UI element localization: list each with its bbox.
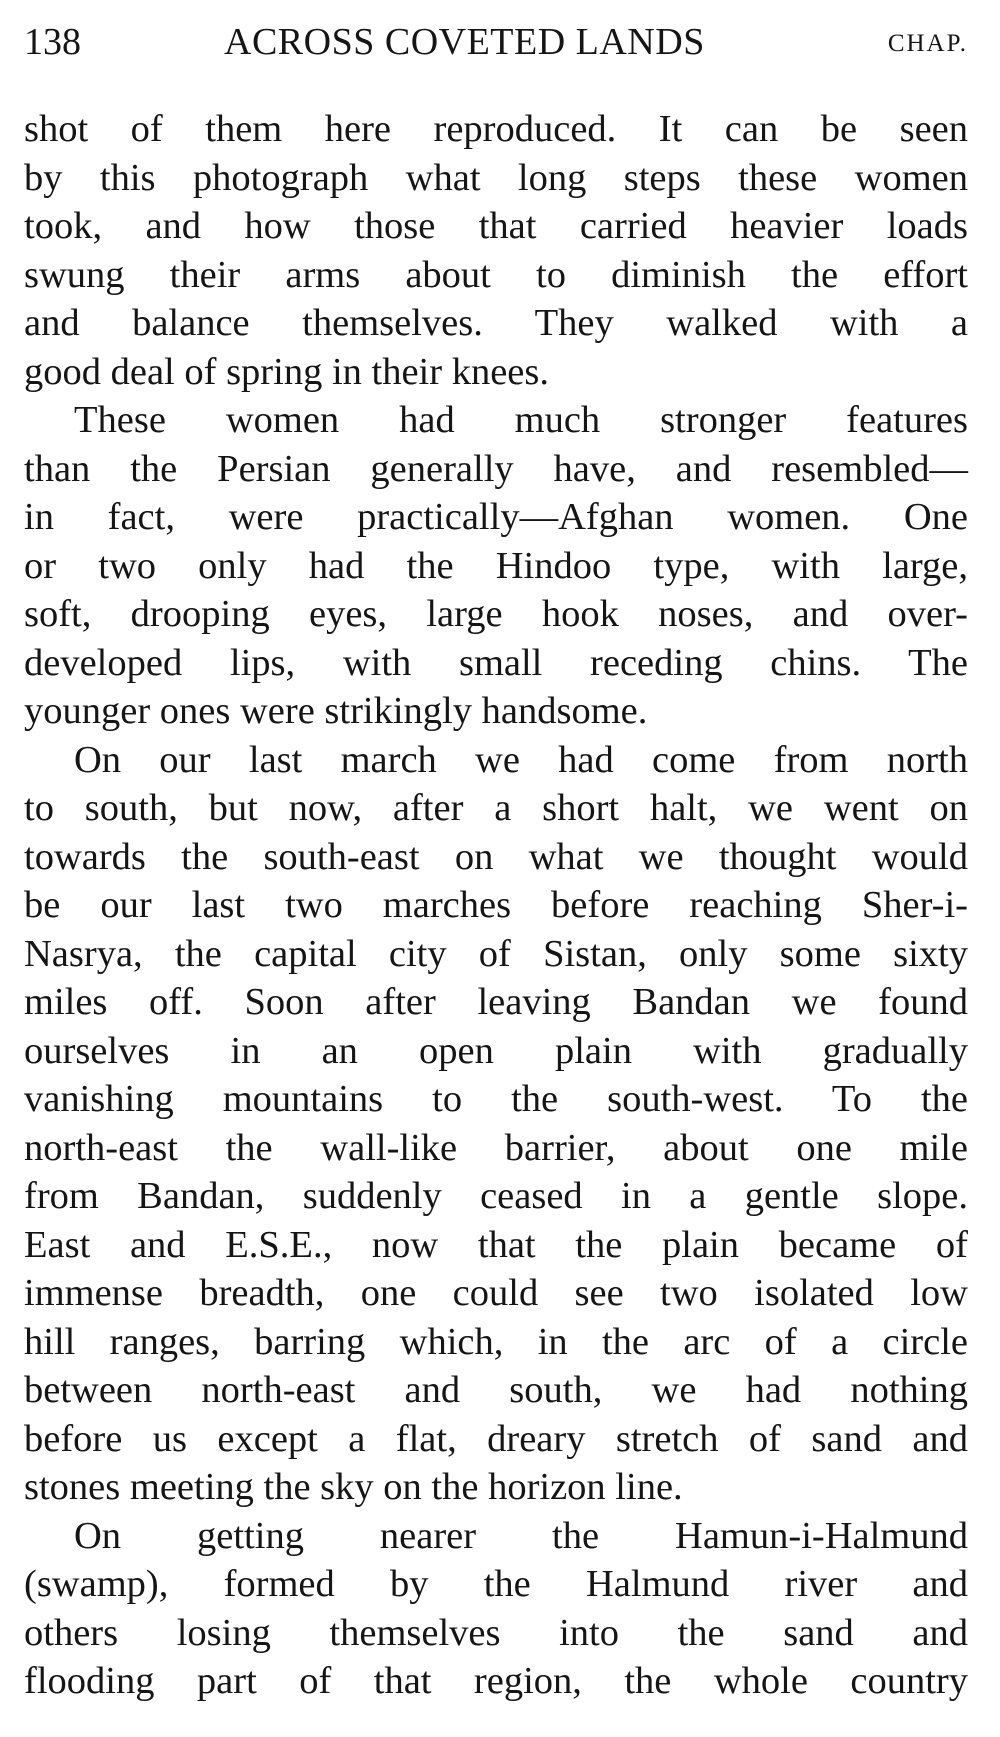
text-line: or two only had the Hindoo type, with large, bbox=[24, 544, 968, 587]
book-page bbox=[24, 0, 968, 1737]
text-line: Nasrya, the capital city of Sistan, only some sixty bbox=[24, 932, 968, 975]
text-line: shot of them here reproduced. It can be seen bbox=[24, 108, 968, 150]
text-line: from Bandan, suddenly ceased in a gentle slope. bbox=[24, 1175, 968, 1217]
text-line: On our last march we had come from north bbox=[74, 738, 968, 781]
text-line: (swamp), formed by the Halmund river and bbox=[24, 1563, 968, 1605]
text-line: before us except a flat, dreary stretch of sand and bbox=[24, 1417, 968, 1460]
text-line: by this photograph what long steps these women bbox=[24, 156, 968, 199]
text-line: On getting nearer the Hamun-i-Halmund bbox=[74, 1514, 968, 1557]
text-line: in fact, were practically—Afghan women. One bbox=[24, 496, 968, 538]
text-line: ourselves in an open plain with gradually bbox=[24, 1029, 968, 1072]
chapter-label: CHAP. bbox=[887, 30, 968, 57]
page-number: 138 bbox=[24, 21, 81, 63]
text-line: took, and how those that carried heavier loads bbox=[24, 205, 968, 247]
running-header bbox=[24, 18, 968, 66]
text-line: immense breadth, one could see two isolated low bbox=[24, 1272, 968, 1314]
text-line: vanishing mountains to the south-west. To the bbox=[24, 1078, 968, 1120]
text-line: hill ranges, barring which, in the arc of a circle bbox=[24, 1320, 968, 1363]
text-line: stones meeting the sky on the horizon line. bbox=[24, 1466, 683, 1508]
book-title: ACROSS COVETED LANDS bbox=[224, 21, 705, 63]
text-line: These women had much stronger features bbox=[74, 399, 968, 441]
text-line: swung their arms about to diminish the effort bbox=[24, 253, 968, 296]
text-line: younger ones were strikingly handsome. bbox=[24, 690, 648, 732]
text-line: flooding part of that region, the whole country bbox=[24, 1660, 968, 1702]
text-line: towards the south-east on what we thought would bbox=[24, 835, 968, 878]
text-line: good deal of spring in their knees. bbox=[24, 350, 549, 393]
text-line: north-east the wall-like barrier, about one mile bbox=[24, 1126, 968, 1169]
text-line: between north-east and south, we had nothing bbox=[24, 1369, 968, 1411]
text-line: and balance themselves. They walked with a bbox=[24, 302, 968, 344]
text-line: miles off. Soon after leaving Bandan we found bbox=[24, 981, 968, 1023]
text-line: soft, drooping eyes, large hook noses, and over- bbox=[24, 593, 968, 635]
body-text bbox=[24, 105, 968, 1706]
text-line: East and E.S.E., now that the plain became of bbox=[24, 1223, 968, 1266]
text-line: developed lips, with small receding chins. The bbox=[24, 641, 968, 684]
text-line: than the Persian generally have, and resembled— bbox=[24, 447, 968, 490]
text-line: to south, but now, after a short halt, we went on bbox=[24, 787, 968, 829]
text-line: others losing themselves into the sand and bbox=[24, 1611, 968, 1654]
text-line: be our last two marches before reaching Sher-i- bbox=[24, 884, 968, 926]
